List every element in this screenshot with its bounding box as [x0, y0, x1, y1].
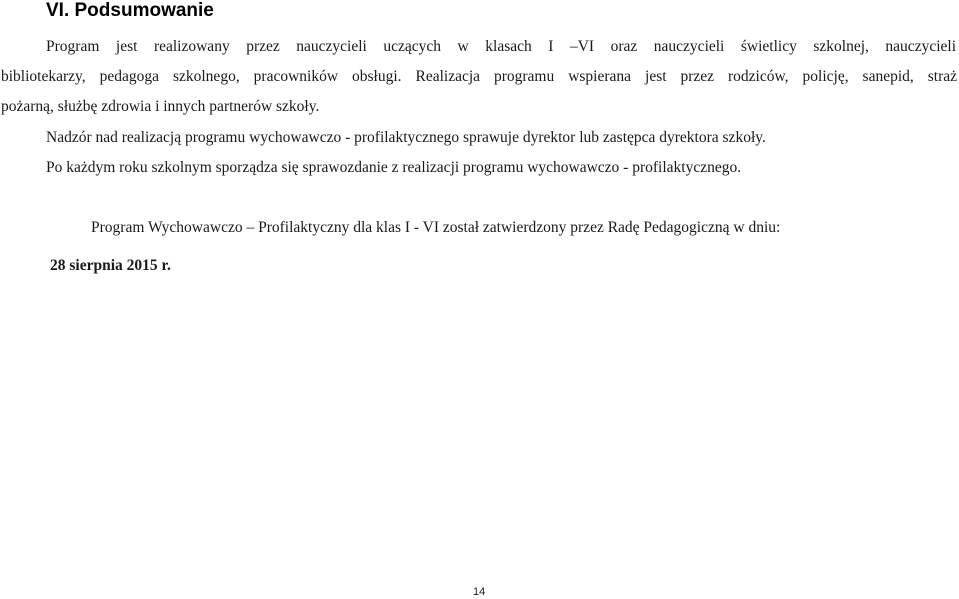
- section-title: VI. Podsumowanie: [46, 0, 214, 21]
- paragraph-1-line-2: bibliotekarzy, pedagoga szkolnego, pracowników obsługi. Realizacja programu wspierana jest przez rodziców, policję, sanepid, straż: [1, 68, 957, 85]
- page-number: 14: [473, 586, 486, 598]
- paragraph-1-line-1: Program jest realizowany przez nauczycieli uczących w klasach I –VI oraz nauczycieli świetlicy szkolnej, nauczycieli: [46, 38, 956, 55]
- paragraph-report: Po każdym roku szkolnym sporządza się sprawozdanie z realizacji programu wychowawczo - profilaktycznego.: [46, 159, 742, 176]
- paragraph-supervision: Nadzór nad realizacją programu wychowawczo - profilaktycznego sprawuje dyrektor lub zastępca dyrektora szkoły.: [46, 129, 766, 146]
- approval-date: 28 sierpnia 2015 r.: [50, 257, 171, 274]
- approval-statement: Program Wychowawczo – Profilaktyczny dla klas I - VI został zatwierdzony przez Radę Pedagogiczną w dniu:: [91, 219, 781, 236]
- paragraph-1-line-3: pożarną, służbę zdrowia i innych partnerów szkoły.: [1, 98, 320, 115]
